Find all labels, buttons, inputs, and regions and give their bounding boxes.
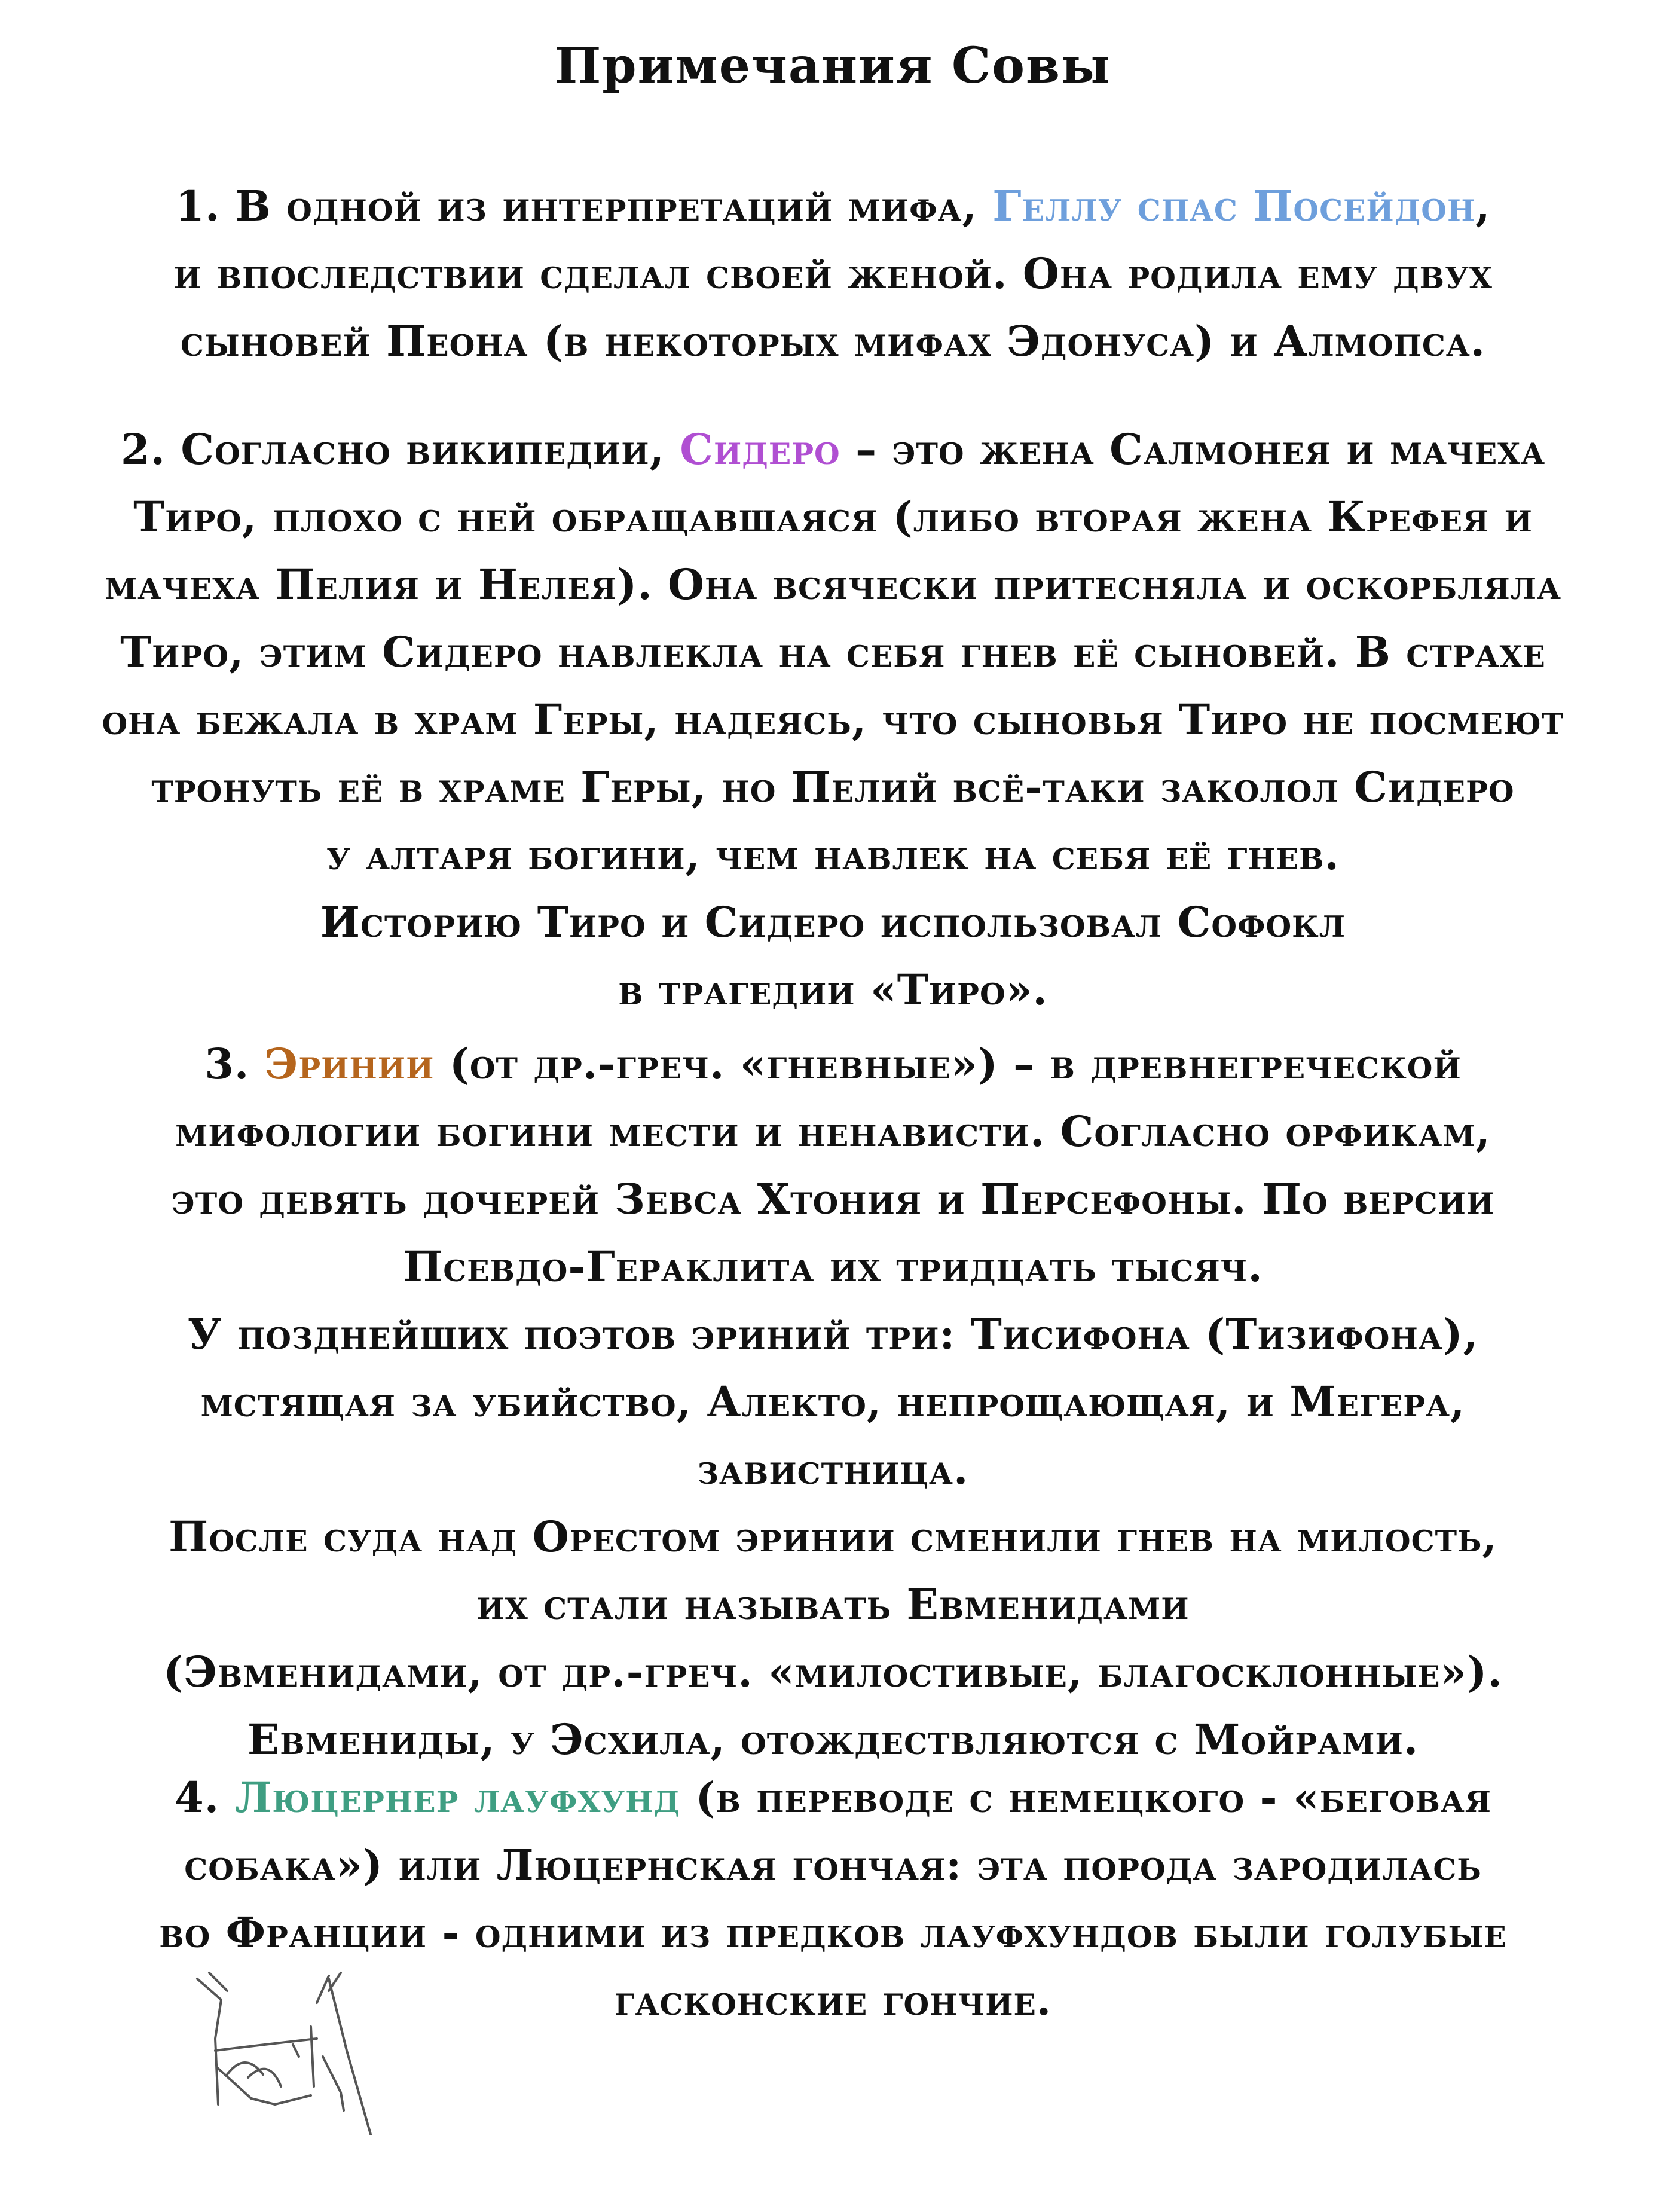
signature-icon [191,1967,395,2146]
page-title: Примечания Совы [554,37,1112,94]
note-3-line-6: мстящая за убийство, Алекто, непрощающая, и Мегера, [200,1377,1466,1426]
note-3-line-7: завистница. [697,1444,969,1494]
note-3-line-11: Евмениды, у Эсхила, отождествляются с Мойрами. [247,1715,1419,1764]
note-2-line-2: Тиро, плохо с ней обращавшаяся (либо вторая жена Крефея и [133,492,1533,542]
note-3-line-9: их стали называть Евменидами [476,1579,1190,1629]
note-2 [36,415,1630,1023]
note-1-line-3: сыновей Пеона (в некоторых мифах Эдонуса) и Алмопса. [180,316,1486,366]
note-2-line-6: тронуть её в храме Геры, но Пелий всё-таки заколол Сидеро [151,762,1515,812]
note-2-line-3: мачеха Пелия и Нелея). Она всячески притесняла и оскорбляла [104,560,1562,609]
note-1-line-1: 1. В одной из интерпретаций мифа, Геллу спас Посейдон, [175,181,1491,231]
note-2-highlight: Сидеро [680,424,840,474]
note-3-line-3: это девять дочерей Зевса Хтония и Персефоны. По версии [171,1174,1495,1224]
note-1-line-2: и впоследствии сделал своей женой. Она родила ему двух [173,249,1493,298]
note-4-highlight: Люцернер лауфхунд [234,1773,680,1822]
note-3-line-10: (Эвменидами, от др.-греч. «милостивые, благосклонные»). [163,1647,1503,1697]
note-1-highlight: Геллу спас Посейдон [992,181,1476,231]
note-3-line-8: После суда над Орестом эринии сменили гнев на милость, [169,1512,1497,1562]
note-2-line-9: в трагедии «Тиро». [618,965,1048,1015]
note-3-line-4: Псевдо-Гераклита их тридцать тысяч. [403,1242,1263,1291]
note-4-line-1: 4. Люцернер лауфхунд (в переводе с немецкого - «беговая [175,1773,1491,1822]
note-3-line-5: У позднейших поэтов эриний три: Тисифона (Тизифона), [187,1309,1479,1359]
note-2-line-4: Тиро, этим Сидеро навлекла на себя гнев её сыновей. В страхе [120,627,1546,677]
note-3-line-2: мифологии богини мести и ненависти. Согласно орфикам, [175,1107,1491,1156]
note-2-line-8: Историю Тиро и Сидеро использовал Софокл [320,897,1346,947]
note-2-line-1: 2. Согласно википедии, Сидеро – это жена Салмонея и мачеха [120,424,1546,474]
note-2-line-7: у алтаря богини, чем навлек на себя её гнев. [326,830,1340,879]
note-1 [36,172,1630,375]
note-3 [36,1030,1630,1773]
note-3-line-1: 3. Эринии (от др.-греч. «гневные») – в древнегреческой [204,1039,1462,1089]
note-3-highlight: Эринии [264,1039,435,1089]
note-2-line-5: она бежала в храм Геры, надеясь, что сыновья Тиро не посмеют [102,695,1564,744]
note-4-line-3: во Франции - одними из предков лауфхундов были голубые [159,1908,1507,1957]
note-4-line-4: гасконские гончие. [614,1975,1052,2025]
note-4-line-2: собака») или Люцернская гончая: эта порода зародилась [184,1840,1482,1890]
